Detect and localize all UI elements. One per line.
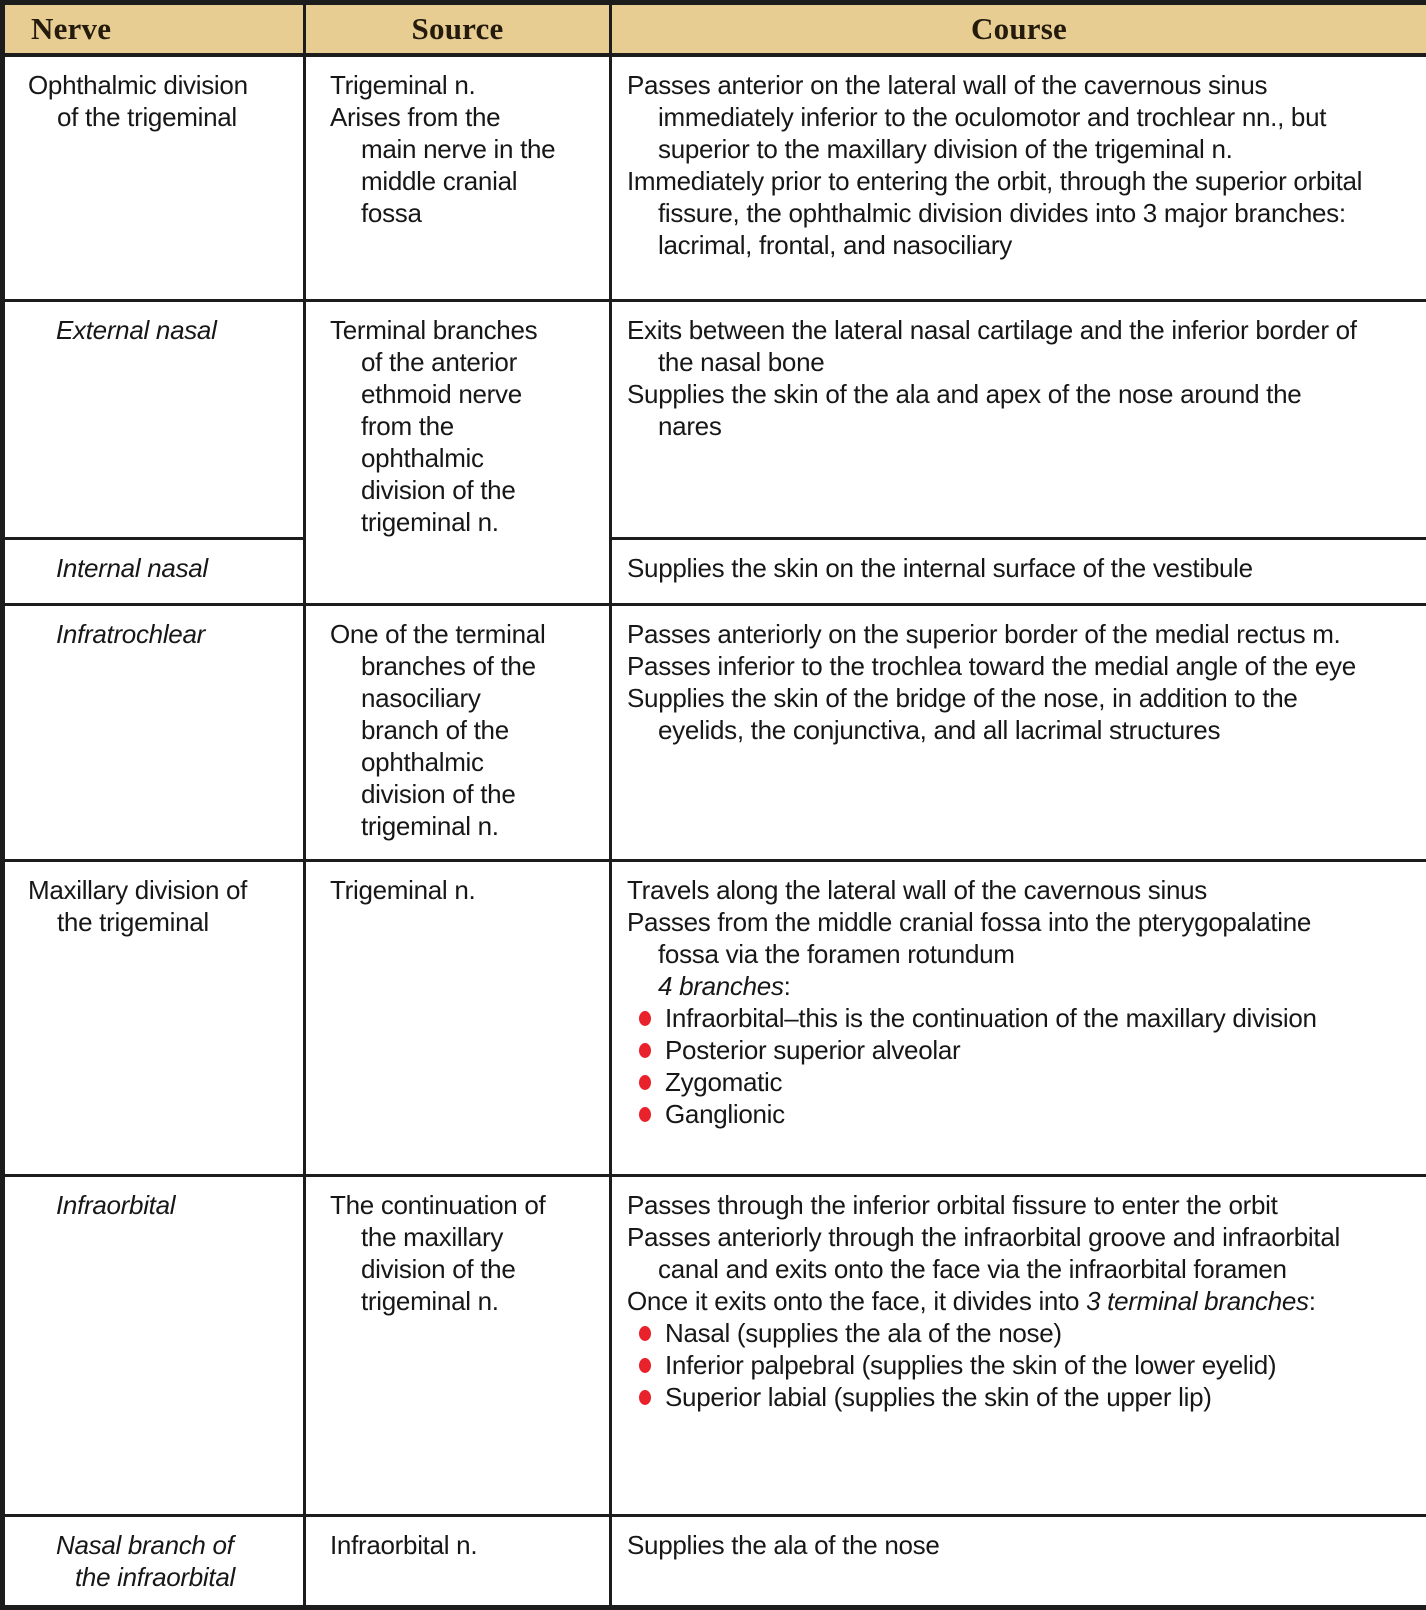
text-run: Zygomatic [665,1067,782,1097]
course-bullet-item [627,1066,1370,1098]
nerve-name: Ophthalmic division of the trigeminal [28,69,269,133]
course-paragraph [627,69,1370,165]
nerve-cell [3,860,305,1175]
nerve-cell [3,538,305,604]
text-run: Once it exits onto the face, it divides into [627,1286,1086,1316]
course-paragraph [627,618,1370,650]
nerve-cell [3,1515,305,1607]
course-bullet-item [627,1098,1370,1130]
text-run: 3 terminal branches [1086,1286,1309,1316]
text-run: Supplies the skin on the internal surface of the vestibule [627,553,1253,583]
source-cell [305,860,611,1175]
text-run: Passes anterior on the lateral wall of the cavernous sinus immediately inferior to the oculomotor and trochlear nn., but superior to the maxillary division of the trigeminal n. [627,70,1326,164]
course-paragraph [627,552,1370,584]
table-row [3,55,1426,300]
table-row [3,604,1426,860]
nerve-name: Internal nasal [28,552,269,584]
text-run: 4 branches [658,971,784,1001]
table-row [3,860,1426,1175]
course-paragraph [627,1221,1370,1285]
source-cell [305,604,611,860]
source-paragraph: Arises from the main nerve in the middle cranial fossa [330,101,557,229]
text-run: Exits between the lateral nasal cartilage and the inferior border of the nasal bone [627,315,1357,377]
text-run: Passes anteriorly on the superior border of the medial rectus m. [627,619,1341,649]
course-paragraph [627,682,1370,746]
nerve-cell [3,300,305,538]
course-cell [611,1175,1426,1515]
text-run: Passes from the middle cranial fossa into the pterygopalatine fossa via the foramen rotundum [627,907,1311,969]
column-header-source: Source [305,3,611,56]
bullet-icon [639,1326,651,1341]
course-cell [611,538,1426,604]
text-run: Immediately prior to entering the orbit, through the superior orbital fissure, the ophthalmic division divides into 3 major branches: lacrimal, frontal, and nasociliary [627,166,1362,260]
text-run: Travels along the lateral wall of the cavernous sinus [627,875,1207,905]
text-run: Passes anteriorly through the infraorbital groove and infraorbital canal and exits onto the face via the infraorbital foramen [627,1222,1340,1284]
course-cell [611,55,1426,300]
course-paragraph [627,650,1370,682]
course-paragraph [627,1189,1370,1221]
column-header-course: Course [611,3,1426,56]
course-bullet-item [627,1381,1370,1413]
column-header-nerve: Nerve [3,3,305,56]
source-paragraph: Terminal branches of the anterior ethmoid nerve from the ophthalmic division of the trigeminal n. [330,314,557,538]
course-cell [611,860,1426,1175]
text-run: Nasal (supplies the ala of the nose) [665,1318,1062,1348]
course-cell [611,300,1426,538]
course-paragraph [627,314,1370,378]
text-run: Ganglionic [665,1099,785,1129]
course-cell [611,1515,1426,1607]
course-paragraph [627,1529,1370,1561]
course-bullet-item [627,1002,1370,1034]
text-run: : [1309,1286,1316,1316]
bullet-icon [639,1358,651,1373]
text-run: Supplies the ala of the nose [627,1530,940,1560]
bullet-icon [639,1011,651,1026]
text-run: Superior labial (supplies the skin of the upper lip) [665,1382,1212,1412]
course-paragraph [627,1285,1370,1317]
course-paragraph [627,970,1370,1002]
course-paragraph [627,378,1370,442]
course-bullet-item [627,1317,1370,1349]
text-run: Inferior palpebral (supplies the skin of the lower eyelid) [665,1350,1276,1380]
text-run: Passes inferior to the trochlea toward the medial angle of the eye [627,651,1356,681]
course-paragraph [627,906,1370,970]
table-body [3,55,1426,1607]
nerve-name: Nasal branch of the infraorbital [28,1529,269,1593]
header-row [3,3,1426,56]
bullet-icon [639,1390,651,1405]
text-run: Passes through the inferior orbital fissure to enter the orbit [627,1190,1278,1220]
text-run: : [784,971,791,1001]
source-cell [305,55,611,300]
source-cell [305,300,611,604]
table-row [3,1175,1426,1515]
nerve-name: Infratrochlear [28,618,269,650]
course-paragraph [627,165,1370,261]
source-paragraph: Trigeminal n. [330,69,557,101]
bullet-icon [639,1075,651,1090]
text-run: Supplies the skin of the ala and apex of the nose around the nares [627,379,1301,441]
nerve-cell [3,1175,305,1515]
text-run: Supplies the skin of the bridge of the nose, in addition to the eyelids, the conjunctiva, and all lacrimal structures [627,683,1298,745]
source-cell [305,1175,611,1515]
course-bullet-item [627,1349,1370,1381]
text-run: Infraorbital–this is the continuation of the maxillary division [665,1003,1317,1033]
course-cell [611,604,1426,860]
source-cell [305,1515,611,1607]
nerve-cell [3,55,305,300]
nerve-name: External nasal [28,314,269,346]
source-paragraph: Trigeminal n. [330,874,557,906]
course-paragraph [627,874,1370,906]
nerve-name: Infraorbital [28,1189,269,1221]
text-run: Posterior superior alveolar [665,1035,960,1065]
nerve-name: Maxillary division of the trigeminal [28,874,269,938]
source-paragraph: Infraorbital n. [330,1529,557,1561]
bullet-icon [639,1107,651,1122]
table-row [3,300,1426,538]
source-paragraph: One of the terminal branches of the nasociliary branch of the ophthalmic division of the trigeminal n. [330,618,557,842]
table-header [3,3,1426,56]
table-row [3,538,1426,604]
table-row [3,1515,1426,1607]
source-paragraph: The continuation of the maxillary division of the trigeminal n. [330,1189,557,1317]
course-bullet-item [627,1034,1370,1066]
bullet-icon [639,1043,651,1058]
nerve-cell [3,604,305,860]
